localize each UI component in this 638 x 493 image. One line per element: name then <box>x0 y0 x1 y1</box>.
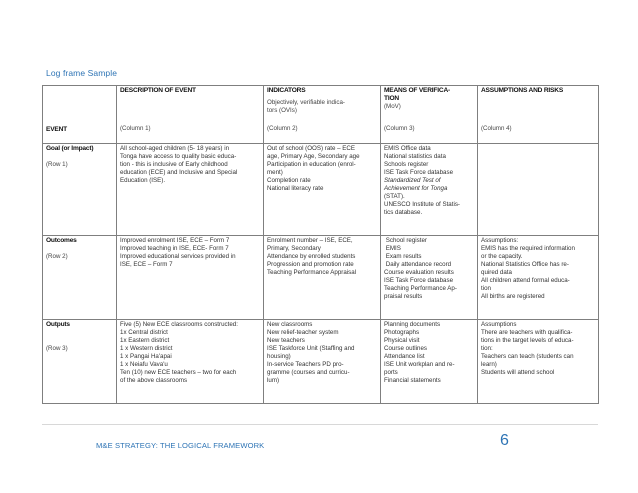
cell-line: New classrooms <box>267 321 313 328</box>
cell-line: Participation in education (enrol- <box>267 161 356 168</box>
cell-line: Improved teaching in ISE, ECE- Form 7 <box>120 245 229 252</box>
cell-line: of the above classrooms <box>120 377 188 384</box>
cell-line: ISE Task Force database <box>384 169 454 176</box>
header-description-cell <box>117 86 264 144</box>
row-head-cell <box>43 320 117 404</box>
cell-line: ISE Taskforce Unit (Staffing and <box>267 345 355 352</box>
cell-line: 1 x Pangai Ha'apai <box>120 353 172 360</box>
table-row <box>43 144 599 236</box>
footer-divider <box>42 424 598 425</box>
cell-line: Attendance by enrolled students <box>267 253 356 260</box>
cell-line: Assumptions <box>481 321 517 328</box>
cell-line: tion <box>481 285 491 292</box>
cell-line: EMIS <box>384 245 401 252</box>
means-cell <box>381 144 478 236</box>
header-event: EVENT <box>46 126 67 133</box>
indicators-cell <box>264 144 381 236</box>
cell-line: Five (5) New ECE classrooms constructed: <box>120 321 238 328</box>
cell-line: Assumptions: <box>481 237 519 244</box>
cell-line: Daily attendance record <box>384 261 452 268</box>
cell-line: National Statistics Office has re- <box>481 261 569 268</box>
means-cell <box>381 236 478 320</box>
row-head-cell <box>43 144 117 236</box>
cell-line: Planning documents <box>384 321 441 328</box>
cell-line: Achievement for Tonga <box>384 185 448 192</box>
cell-line: praisal results <box>384 293 423 300</box>
cell-line: All children attend formal educa- <box>481 277 570 284</box>
cell-line: 1x Eastern district <box>120 337 170 344</box>
cell-line: EMIS has the required information <box>481 245 575 252</box>
cell-line: or the capacity. <box>481 253 523 260</box>
cell-line: Progression and promotion rate <box>267 261 354 268</box>
page-footer: M&E STRATEGY: THE LOGICAL FRAMEWORK <box>96 441 265 450</box>
log-frame-table <box>42 85 599 404</box>
cell-line: Improved enrolment ISE, ECE – Form 7 <box>120 237 230 244</box>
cell-line: There are teachers with qualifica- <box>481 329 573 336</box>
cell-line: Photographs <box>384 329 420 336</box>
cell-line: National literacy rate <box>267 185 324 192</box>
cell-line: 1x Central district <box>120 329 168 336</box>
header-description-title: DESCRIPTION OF EVENT <box>120 87 196 94</box>
cell-line: New relief-teacher system <box>267 329 339 336</box>
cell-line: ISE, ECE – Form 7 <box>120 261 173 268</box>
header-assumptions-col: (Column 4) <box>481 125 512 132</box>
indicators-cell <box>264 236 381 320</box>
assumptions-cell <box>478 236 599 320</box>
cell-line: 1 x Neiafu Vava'u <box>120 361 168 368</box>
cell-line: Tonga have access to quality basic educa- <box>120 153 237 160</box>
cell-line: Ten (10) new ECE teachers – two for each <box>120 369 237 376</box>
cell-line: Standardized Test of <box>384 177 441 184</box>
means-cell <box>381 320 478 404</box>
cell-line: 1 x Western district <box>120 345 173 352</box>
header-means-title: MEANS OF VERIFICA- <box>384 87 451 94</box>
row-name: Outputs <box>46 321 70 328</box>
cell-line: ports <box>384 369 398 376</box>
table-row <box>43 236 599 320</box>
header-means-sub: (MoV) <box>384 103 401 110</box>
cell-line: New teachers <box>267 337 305 344</box>
header-assumptions-cell <box>478 86 599 144</box>
row-label: (Row 2) <box>46 253 68 260</box>
cell-line: School register <box>384 237 427 244</box>
cell-line: learn) <box>481 361 497 368</box>
description-cell <box>117 144 264 236</box>
cell-line: Primary, Secondary <box>267 245 321 252</box>
cell-line: Physical visit <box>384 337 420 344</box>
header-indicators-sub: tors (OVIs) <box>267 107 297 114</box>
table-row <box>43 320 599 404</box>
row-name: Goal (or Impact) <box>46 145 94 152</box>
cell-line: Teaching Performance Ap- <box>384 285 457 292</box>
header-means-cell <box>381 86 478 144</box>
cell-line: Education (ISE). <box>120 177 166 184</box>
cell-line: Course outlines <box>384 345 427 352</box>
header-event-cell <box>43 86 117 144</box>
cell-line: tion: <box>481 345 493 352</box>
cell-line: UNESCO Institute of Statis- <box>384 201 460 208</box>
row-name: Outcomes <box>46 237 77 244</box>
cell-line: Schools register <box>384 161 429 168</box>
cell-line: Completion rate <box>267 177 311 184</box>
description-cell <box>117 320 264 404</box>
cell-line: housing) <box>267 353 291 360</box>
cell-line: tions in the target levels of educa- <box>481 337 574 344</box>
cell-line: Financial statements <box>384 377 441 384</box>
assumptions-cell <box>478 144 599 236</box>
cell-line: ISE Unit workplan and re- <box>384 361 455 368</box>
row-label: (Row 3) <box>46 345 68 352</box>
header-indicators-sub: Objectively, verifiable indica- <box>267 99 345 106</box>
header-means-title: TION <box>384 95 399 102</box>
cell-line: Improved educational services provided in <box>120 253 236 260</box>
cell-line: age, Primary Age, Secondary age <box>267 153 360 160</box>
cell-line: ment) <box>267 169 283 176</box>
header-row <box>43 86 599 144</box>
cell-line: ISE Task Force database <box>384 277 454 284</box>
page-number: 6 <box>500 432 509 449</box>
header-assumptions-title: ASSUMPTIONS AND RISKS <box>481 87 564 94</box>
cell-line: National statistics data <box>384 153 446 160</box>
assumptions-cell <box>478 320 599 404</box>
header-means-col: (Column 3) <box>384 125 415 132</box>
cell-line: Exam results <box>384 253 422 260</box>
cell-line: lum) <box>267 377 280 384</box>
cell-line: Out of school (OOS) rate – ECE <box>267 145 356 152</box>
cell-line: EMIS Office data <box>384 145 431 152</box>
cell-line: education (ECE) and Inclusive and Special <box>120 169 238 176</box>
cell-line: (STAT). <box>384 193 405 200</box>
row-head-cell <box>43 236 117 320</box>
log-frame-caption: Log frame Sample <box>46 68 118 78</box>
cell-line: All school-aged children (5- 18 years) in <box>120 145 230 152</box>
cell-line: Teaching Performance Appraisal <box>267 269 357 276</box>
header-indicators-cell <box>264 86 381 144</box>
header-indicators-col: (Column 2) <box>267 125 298 132</box>
cell-line: Enrolment number – ISE, ECE, <box>267 237 353 244</box>
cell-line: Students will attend school <box>481 369 555 376</box>
cell-line: gramme (courses and curricu- <box>267 369 350 376</box>
header-indicators-title: INDICATORS <box>267 87 306 94</box>
row-label: (Row 1) <box>46 161 68 168</box>
cell-line: Course evaluation results <box>384 269 454 276</box>
cell-line: tics database. <box>384 209 423 216</box>
cell-line: Attendance list <box>384 353 425 360</box>
cell-line: Teachers can teach (students can <box>481 353 574 360</box>
description-cell <box>117 236 264 320</box>
cell-line: All births are registered <box>481 293 545 300</box>
indicators-cell <box>264 320 381 404</box>
cell-line: quired data <box>481 269 512 276</box>
cell-line: In-service Teachers PD pro- <box>267 361 344 368</box>
cell-line: tion - this is inclusive of Early childhood <box>120 161 228 168</box>
header-description-col: (Column 1) <box>120 125 151 132</box>
